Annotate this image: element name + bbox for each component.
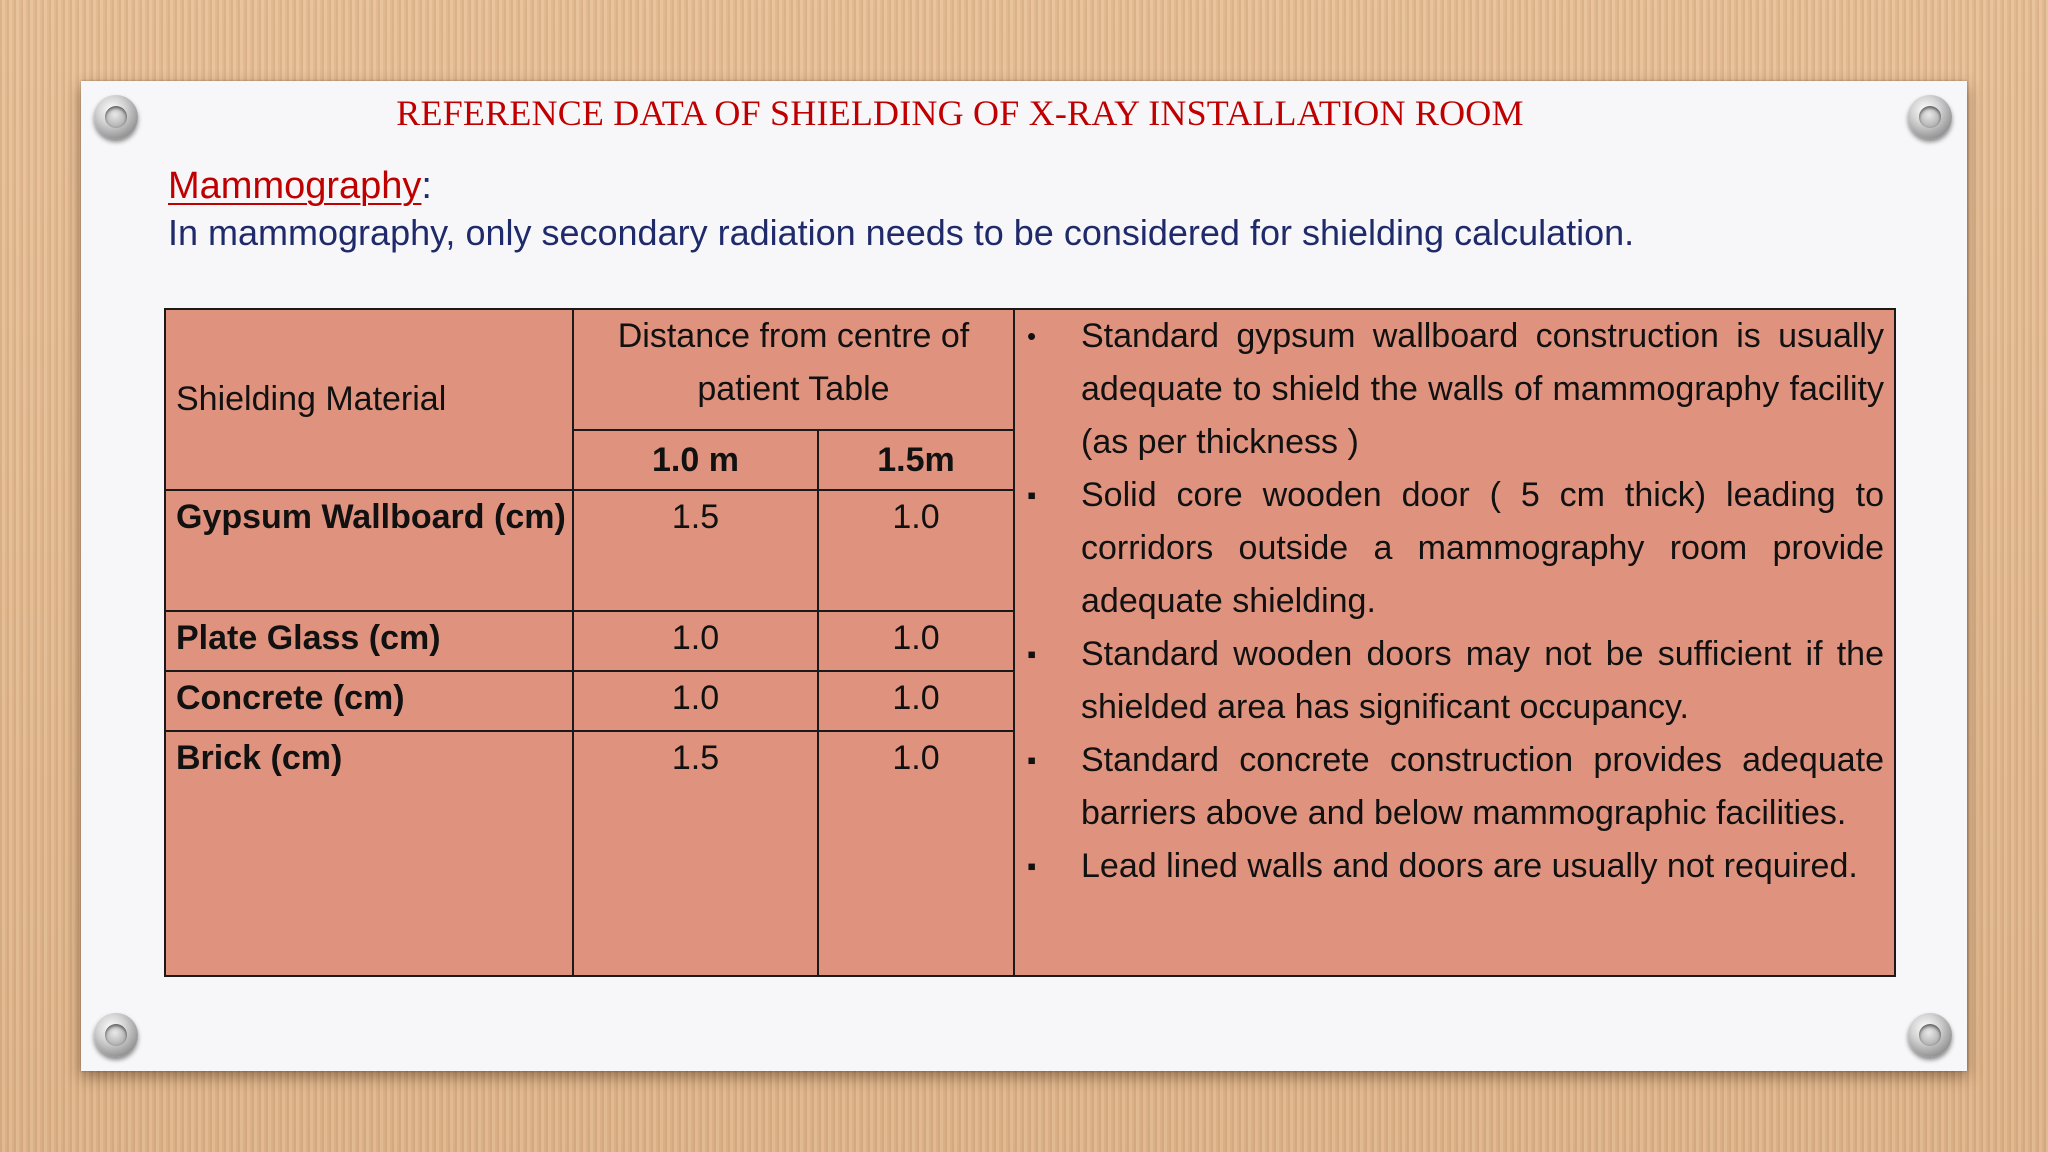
note-text: Standard gypsum wallboard construction is usually adequate to shield the walls of mammography facility (as per thickness ) bbox=[1081, 317, 1884, 461]
material-cell: Plate Glass (cm) bbox=[165, 611, 573, 671]
value-cell: 1.0 bbox=[818, 490, 1014, 611]
value-cell: 1.5 bbox=[573, 731, 818, 976]
section-heading-colon: : bbox=[421, 165, 432, 207]
material-cell: Gypsum Wallboard (cm) bbox=[165, 490, 573, 611]
value-cell: 1.0 bbox=[573, 611, 818, 671]
note-item bbox=[1015, 628, 1884, 734]
screw-icon bbox=[1908, 95, 1952, 139]
bullet-icon: ▪ bbox=[1027, 639, 1037, 669]
section-heading-label: Mammography bbox=[168, 165, 422, 207]
value-cell: 1.0 bbox=[818, 671, 1014, 731]
material-cell: Brick (cm) bbox=[165, 731, 573, 976]
header-distance-1-5m: 1.5m bbox=[818, 430, 1014, 490]
screw-icon bbox=[94, 1013, 138, 1057]
note-item bbox=[1015, 310, 1884, 469]
material-cell: Concrete (cm) bbox=[165, 671, 573, 731]
note-item bbox=[1015, 469, 1884, 628]
value-cell: 1.0 bbox=[818, 731, 1014, 976]
intro-text: In mammography, only secondary radiation needs to be considered for shielding calculation. bbox=[168, 212, 1635, 253]
notes-cell bbox=[1014, 309, 1895, 976]
note-text: Standard concrete construction provides adequate barriers above and below mammographic facilities. bbox=[1081, 741, 1884, 832]
screw-icon bbox=[94, 95, 138, 139]
header-shielding-material: Shielding Material bbox=[165, 309, 573, 490]
header-distance: Distance from centre of patient Table bbox=[573, 309, 1014, 430]
slide-title: REFERENCE DATA OF SHIELDING OF X-RAY INSTALLATION ROOM bbox=[396, 93, 1524, 133]
screw-icon bbox=[1908, 1013, 1952, 1057]
note-item bbox=[1015, 840, 1884, 893]
value-cell: 1.0 bbox=[818, 611, 1014, 671]
bullet-icon: ▪ bbox=[1027, 851, 1037, 881]
note-text: Lead lined walls and doors are usually not required. bbox=[1081, 847, 1858, 885]
header-distance-1m: 1.0 m bbox=[573, 430, 818, 490]
note-item bbox=[1015, 734, 1884, 840]
section-heading bbox=[168, 165, 432, 208]
shielding-table bbox=[164, 308, 1896, 977]
value-cell: 1.0 bbox=[573, 671, 818, 731]
bullet-icon: • bbox=[1027, 321, 1037, 351]
bullet-icon: ▪ bbox=[1027, 480, 1037, 510]
note-text: Standard wooden doors may not be sufficient if the shielded area has significant occupancy. bbox=[1081, 635, 1884, 726]
bullet-icon: ▪ bbox=[1027, 745, 1037, 775]
value-cell: 1.5 bbox=[573, 490, 818, 611]
note-text: Solid core wooden door ( 5 cm thick) leading to corridors outside a mammography room provide adequate shielding. bbox=[1081, 476, 1884, 620]
